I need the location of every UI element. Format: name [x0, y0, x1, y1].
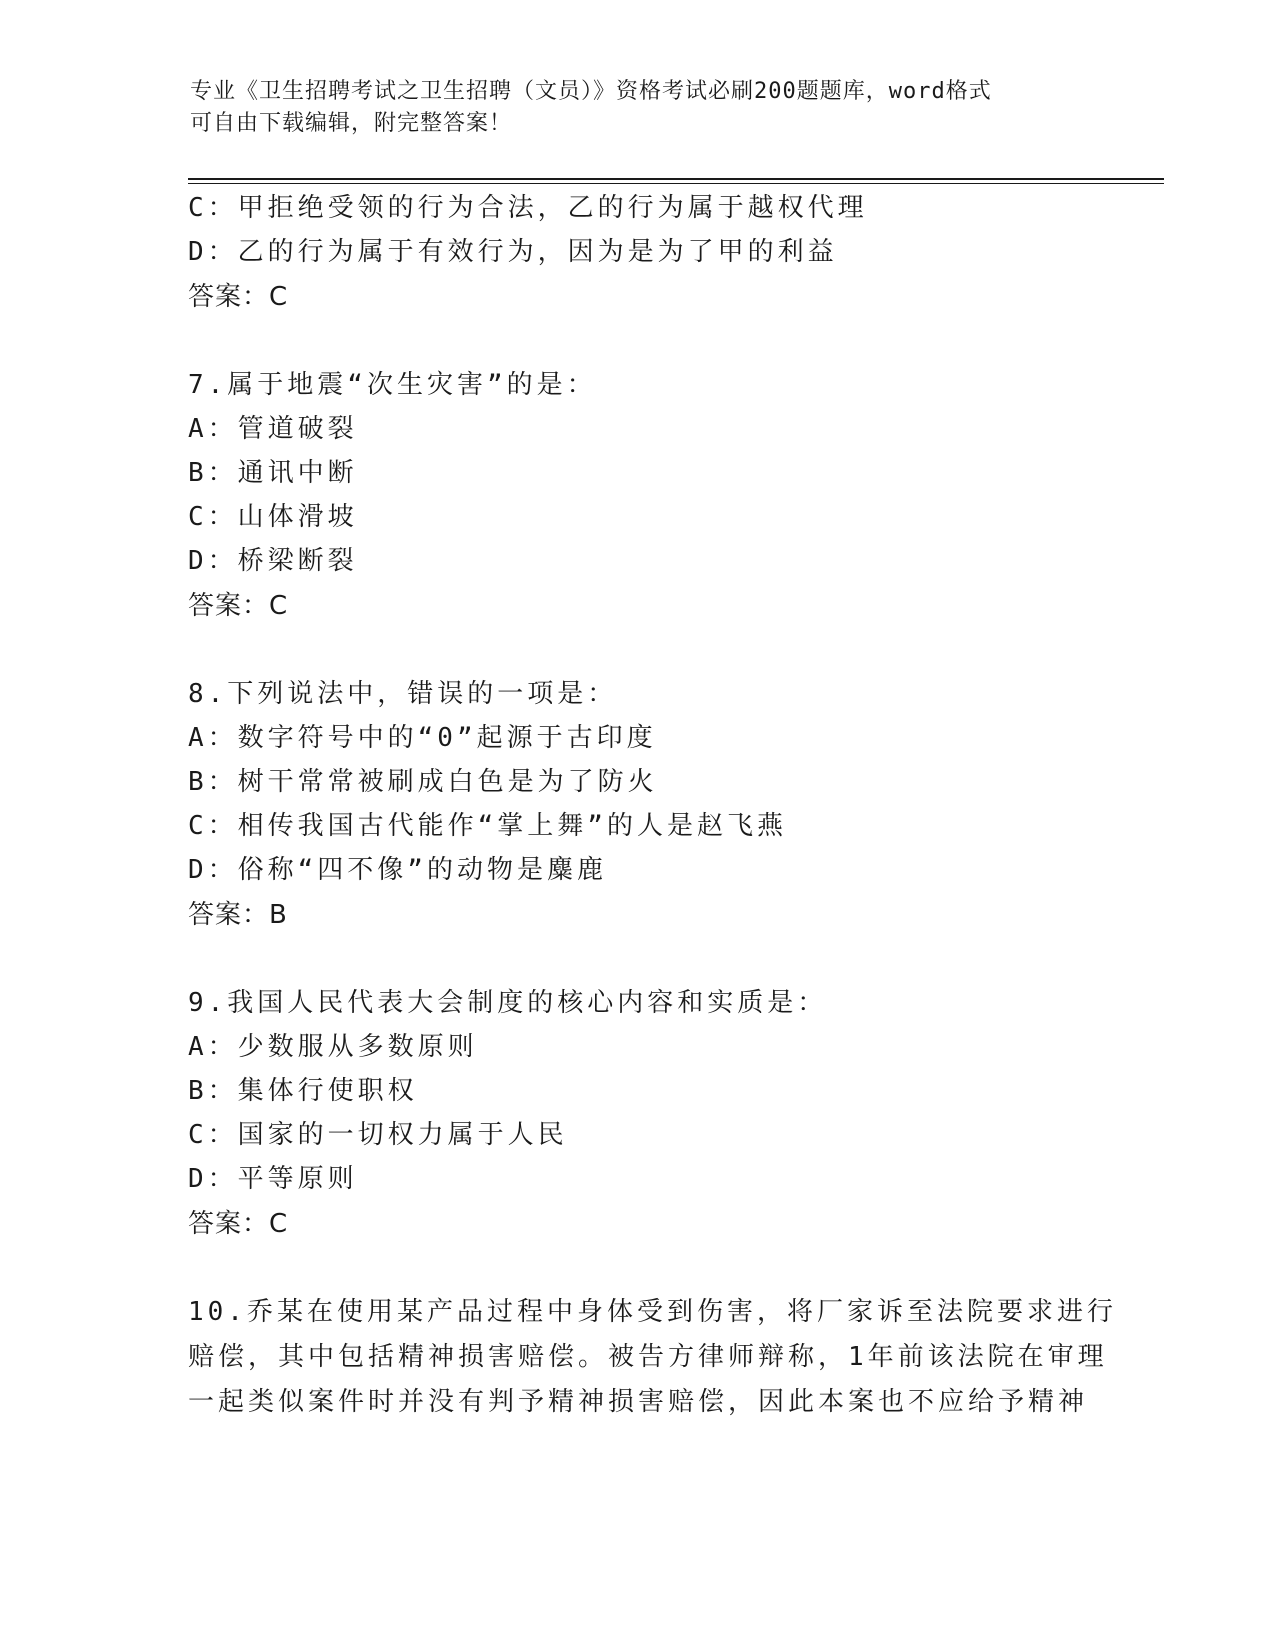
q9-answer: 答案：C: [188, 1209, 289, 1239]
q10-line-2: 赔偿，其中包括精神损害赔偿。被告方律师辩称，1年前该法院在审理: [188, 1342, 1108, 1372]
q8-answer: 答案：B: [188, 900, 288, 930]
header-rule-thick: [188, 178, 1164, 180]
q8-option-b: B：树干常常被刷成白色是为了防火: [188, 767, 658, 797]
q8-option-d: D：俗称“四不像”的动物是麋鹿: [188, 855, 607, 885]
q7-option-a: A：管道破裂: [188, 414, 358, 444]
q8-stem: 8.下列说法中，错误的一项是：: [188, 679, 618, 709]
q9-option-b: B：集体行使职权: [188, 1076, 418, 1106]
q7-option-b: B：通讯中断: [188, 458, 358, 488]
q9-option-d: D：平等原则: [188, 1164, 358, 1194]
document-header: [190, 76, 1090, 140]
prev-option-c: C：甲拒绝受领的行为合法，乙的行为属于越权代理: [188, 193, 868, 223]
q7-option-c: C：山体滑坡: [188, 502, 358, 532]
q7-stem: 7.属于地震“次生灾害”的是：: [188, 370, 597, 400]
q8-option-a: A：数字符号中的“0”起源于古印度: [188, 723, 657, 753]
q9-stem: 9.我国人民代表大会制度的核心内容和实质是：: [188, 988, 828, 1018]
header-line-1: 专业《卫生招聘考试之卫生招聘（文员）》资格考试必刷200题题库，word格式: [190, 79, 992, 104]
q10-line-3: 一起类似案件时并没有判予精神损害赔偿，因此本案也不应给予精神: [188, 1387, 1089, 1417]
q7-option-d: D：桥梁断裂: [188, 546, 358, 576]
q9-option-a: A：少数服从多数原则: [188, 1032, 478, 1062]
prev-answer: 答案：C: [188, 282, 289, 312]
q9-option-c: C：国家的一切权力属于人民: [188, 1120, 568, 1150]
prev-option-d: D：乙的行为属于有效行为，因为是为了甲的利益: [188, 237, 838, 267]
q10-line-1: 10.乔某在使用某产品过程中身体受到伤害，将厂家诉至法院要求进行: [188, 1297, 1117, 1327]
q7-answer: 答案：C: [188, 591, 289, 621]
header-line-2: 可自由下载编辑，附完整答案！: [190, 111, 513, 136]
header-rule-thin: [188, 183, 1164, 184]
q8-option-c: C：相传我国古代能作“掌上舞”的人是赵飞燕: [188, 811, 787, 841]
